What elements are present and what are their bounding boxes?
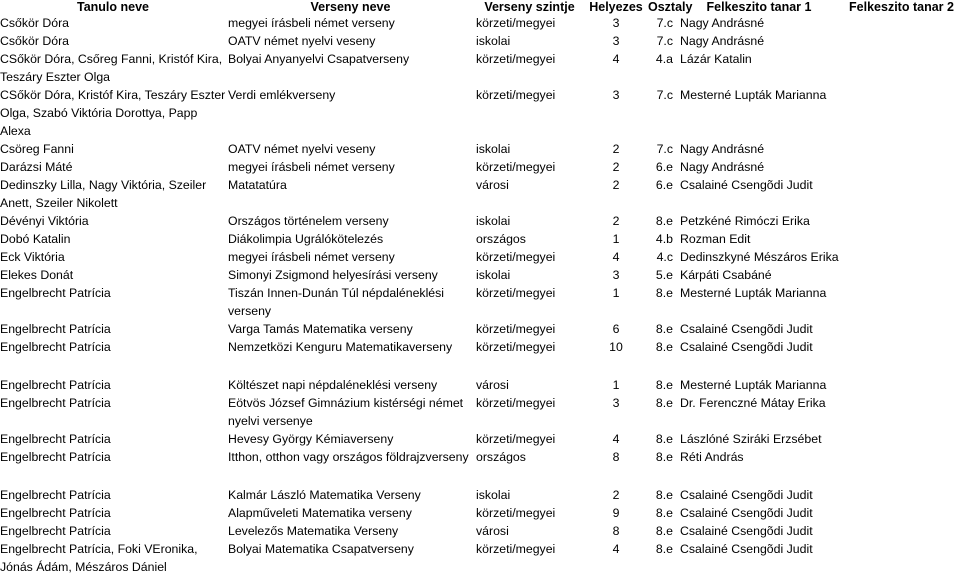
table-row xyxy=(0,486,960,504)
student-name-cell xyxy=(0,302,226,320)
placement-cell xyxy=(584,466,648,486)
teacher-1-cell: Dedinszkyné Mészáros Erika xyxy=(680,250,839,264)
placement-cell xyxy=(584,68,648,86)
table-row xyxy=(0,558,960,576)
class-cell: 4.b xyxy=(655,232,673,246)
competition-name-cell: Tiszán Innen-Dunán Túl népdaléneklési xyxy=(228,286,445,300)
class-cell: 8.e xyxy=(655,286,673,300)
student-name-cell: Engelbrecht Patrícia xyxy=(0,488,111,502)
student-name-cell: Csőkör Dóra xyxy=(0,34,70,48)
placement-cell: 3 xyxy=(612,88,620,102)
student-name-cell: Engelbrecht Patrícia xyxy=(0,286,111,300)
teacher-2-cell xyxy=(843,68,960,86)
competition-name-cell: Költészet napi népdaléneklési verseny xyxy=(228,378,438,392)
teacher-2-cell xyxy=(843,486,960,504)
placement-cell: 2 xyxy=(612,488,620,502)
teacher-1-cell: Csalainé Csengõdi Judit xyxy=(680,488,813,502)
header-competition-name: Verseny neve xyxy=(310,0,391,14)
student-name-cell: CSőkör Dóra, Kristóf Kira, Teszáry Eszter xyxy=(0,88,226,102)
placement-cell: 2 xyxy=(612,214,620,228)
competition-level-cell: iskolai xyxy=(476,34,511,48)
student-name-cell: CSőkör Dóra, Csőreg Fanni, Kristóf Kira, xyxy=(0,52,223,66)
table-row xyxy=(0,194,960,212)
table-row xyxy=(0,302,960,320)
competition-name-cell: Diákolimpia Ugrálókötelezés xyxy=(228,232,384,246)
teacher-2-cell xyxy=(843,248,960,266)
student-name-cell: Engelbrecht Patrícia xyxy=(0,506,111,520)
student-name-cell: Engelbrecht Patrícia xyxy=(0,396,111,410)
teacher-2-cell xyxy=(843,158,960,176)
table-row xyxy=(0,284,960,302)
student-name-cell xyxy=(0,466,226,486)
teacher-2-cell xyxy=(843,32,960,50)
competition-level-cell: körzeti/megyei xyxy=(476,506,556,520)
class-cell: 7.c xyxy=(656,142,673,156)
header-class: Osztaly xyxy=(648,0,693,14)
table-row xyxy=(0,504,960,522)
placement-cell: 3 xyxy=(612,34,620,48)
table-row xyxy=(0,394,960,412)
placement-cell: 4 xyxy=(612,432,620,446)
class-cell xyxy=(648,356,675,376)
teacher-1-cell: Lázár Katalin xyxy=(680,52,752,66)
competition-level-cell: körzeti/megyei xyxy=(476,322,556,336)
teacher-2-cell xyxy=(843,320,960,338)
competition-level-cell: iskolai xyxy=(476,268,511,282)
teacher-1-cell: Mesterné Lupták Marianna xyxy=(680,378,827,392)
table-row xyxy=(0,14,960,32)
competition-level-cell: körzeti/megyei xyxy=(476,160,556,174)
teacher-1-cell xyxy=(675,356,843,376)
teacher-2-cell xyxy=(843,376,960,394)
competition-level-cell: országos xyxy=(476,450,526,464)
teacher-1-cell xyxy=(675,104,843,122)
teacher-1-cell: Csalainé Csengõdi Judit xyxy=(680,322,813,336)
teacher-1-cell: Réti András xyxy=(680,450,744,464)
competition-name-cell: Itthon, otthon vagy országos földrajzverseny xyxy=(228,450,469,464)
class-cell: 8.e xyxy=(655,488,673,502)
class-cell: 7.c xyxy=(656,34,673,48)
teacher-2-cell xyxy=(843,558,960,576)
student-name-cell: Dobó Katalin xyxy=(0,232,71,246)
class-cell xyxy=(648,466,675,486)
table-row xyxy=(0,266,960,284)
teacher-1-cell xyxy=(675,302,843,320)
competition-name-cell: Simonyi Zsigmond helyesírási verseny xyxy=(228,268,438,282)
table-row xyxy=(0,104,960,122)
competition-level-cell: körzeti/megyei xyxy=(476,542,556,556)
placement-cell: 10 xyxy=(609,340,623,354)
table-body xyxy=(0,14,960,576)
competition-name-cell: nyelvi versenye xyxy=(228,414,313,428)
student-name-cell xyxy=(0,356,226,376)
placement-cell xyxy=(584,356,648,376)
placement-cell xyxy=(584,558,648,576)
competition-name-cell: OATV német nyelvi veseny xyxy=(228,142,376,156)
placement-cell: 1 xyxy=(612,232,620,246)
teacher-2-cell xyxy=(843,430,960,448)
class-cell: 6.e xyxy=(655,160,673,174)
table-row xyxy=(0,32,960,50)
teacher-2-cell xyxy=(843,14,960,32)
header-row xyxy=(0,0,960,14)
class-cell: 8.e xyxy=(655,524,673,538)
competition-level-cell: városi xyxy=(476,524,509,538)
competition-name-cell: Alapműveleti Matematika verseny xyxy=(228,506,412,520)
student-name-cell: Engelbrecht Patrícia xyxy=(0,450,111,464)
class-cell: 7.c xyxy=(656,88,673,102)
placement-cell: 9 xyxy=(612,506,620,520)
teacher-1-cell: Lászlóné Sziráki Erzsébet xyxy=(680,432,822,446)
competition-name-cell: megyei írásbeli német verseny xyxy=(228,250,395,264)
competition-name-cell xyxy=(226,356,475,376)
placement-cell: 4 xyxy=(612,542,620,556)
placement-cell: 2 xyxy=(612,160,620,174)
class-cell: 8.e xyxy=(655,340,673,354)
teacher-1-cell: Csalainé Csengõdi Judit xyxy=(680,542,813,556)
class-cell: 8.e xyxy=(655,432,673,446)
student-name-cell: Dévényi Viktória xyxy=(0,214,89,228)
competition-level-cell xyxy=(475,302,584,320)
competition-level-cell: országos xyxy=(476,232,526,246)
competition-name-cell: Varga Tamás Matematika verseny xyxy=(228,322,413,336)
competition-name-cell xyxy=(226,104,475,122)
teacher-1-cell: Csalainé Csengõdi Judit xyxy=(680,506,813,520)
class-cell xyxy=(648,412,675,430)
teacher-1-cell xyxy=(675,194,843,212)
class-cell: 4.c xyxy=(656,250,673,264)
class-cell xyxy=(648,122,675,140)
competition-name-cell: Bolyai Anyanyelvi Csapatverseny xyxy=(228,52,410,66)
placement-cell: 3 xyxy=(612,16,620,30)
student-name-cell: Csőkör Dóra xyxy=(0,16,70,30)
class-cell: 4.a xyxy=(655,52,673,66)
competition-name-cell xyxy=(226,122,475,140)
teacher-1-cell: Csalainé Csengõdi Judit xyxy=(680,178,813,192)
student-name-cell: Alexa xyxy=(0,124,31,138)
competition-level-cell xyxy=(475,558,584,576)
placement-cell: 1 xyxy=(612,378,620,392)
competition-level-cell: iskolai xyxy=(476,214,511,228)
student-name-cell: Darázsi Máté xyxy=(0,160,73,174)
table-row xyxy=(0,466,960,486)
placement-cell: 8 xyxy=(612,450,620,464)
teacher-1-cell: Csalainé Csengõdi Judit xyxy=(680,524,813,538)
competition-name-cell: Hevesy György Kémiaverseny xyxy=(228,432,394,446)
competition-level-cell xyxy=(475,412,584,430)
teacher-2-cell xyxy=(843,212,960,230)
competition-name-cell: Levelezős Matematika Verseny xyxy=(228,524,399,538)
competition-level-cell: körzeti/megyei xyxy=(476,52,556,66)
class-cell: 8.e xyxy=(655,506,673,520)
teacher-1-cell: Mesterné Lupták Marianna xyxy=(680,286,827,300)
header-placement: Helyezes xyxy=(589,0,643,14)
teacher-1-cell: Kárpáti Csabáné xyxy=(680,268,772,282)
teacher-2-cell xyxy=(843,122,960,140)
competition-name-cell xyxy=(226,68,475,86)
placement-cell: 3 xyxy=(612,268,620,282)
table-row xyxy=(0,540,960,558)
teacher-1-cell xyxy=(675,412,843,430)
teacher-1-cell: Nagy Andrásné xyxy=(680,142,765,156)
teacher-1-cell: Petzkéné Rimóczi Erika xyxy=(680,214,810,228)
table-row xyxy=(0,230,960,248)
teacher-2-cell xyxy=(843,176,960,194)
header-teacher-1: Felkeszito tanar 1 xyxy=(706,0,812,14)
class-cell xyxy=(648,194,675,212)
teacher-1-cell: Nagy Andrásné xyxy=(680,34,765,48)
teacher-2-cell xyxy=(843,194,960,212)
competition-level-cell: városi xyxy=(476,378,509,392)
student-name-cell xyxy=(0,412,226,430)
table-row xyxy=(0,430,960,448)
competition-name-cell: Matatatúra xyxy=(228,178,287,192)
teacher-1-cell: Csalainé Csengõdi Judit xyxy=(680,340,813,354)
competition-level-cell: körzeti/megyei xyxy=(476,340,556,354)
teacher-1-cell xyxy=(675,466,843,486)
competition-level-cell xyxy=(475,356,584,376)
competition-name-cell: Eötvös József Gimnázium kistérségi német xyxy=(228,396,464,410)
table-row xyxy=(0,412,960,430)
teacher-2-cell xyxy=(843,266,960,284)
header-student-name: Tanulo neve xyxy=(76,0,149,14)
placement-cell xyxy=(584,302,648,320)
student-name-cell: Elekes Donát xyxy=(0,268,74,282)
table-row xyxy=(0,376,960,394)
table-row xyxy=(0,50,960,68)
competition-name-cell: Bolyai Matematika Csapatverseny xyxy=(228,542,414,556)
table-row xyxy=(0,338,960,356)
placement-cell: 2 xyxy=(612,178,620,192)
competition-level-cell: körzeti/megyei xyxy=(476,16,556,30)
teacher-2-cell xyxy=(843,412,960,430)
student-name-cell: Csöreg Fanni xyxy=(0,142,74,156)
teacher-2-cell xyxy=(843,230,960,248)
teacher-2-cell xyxy=(843,540,960,558)
placement-cell: 8 xyxy=(612,524,620,538)
competition-name-cell: Verdi emlékverseny xyxy=(228,88,336,102)
student-name-cell: Engelbrecht Patrícia xyxy=(0,322,111,336)
placement-cell: 6 xyxy=(612,322,620,336)
student-name-cell: Dedinszky Lilla, Nagy Viktória, Szeiler xyxy=(0,178,207,192)
competition-level-cell: városi xyxy=(476,178,509,192)
class-cell: 8.e xyxy=(655,214,673,228)
competition-level-cell: körzeti/megyei xyxy=(476,286,556,300)
table-row xyxy=(0,176,960,194)
teacher-2-cell xyxy=(843,466,960,486)
table-row xyxy=(0,158,960,176)
student-name-cell: Engelbrecht Patrícia xyxy=(0,432,111,446)
class-cell: 6.e xyxy=(655,178,673,192)
table-row xyxy=(0,122,960,140)
class-cell xyxy=(648,68,675,86)
class-cell: 7.c xyxy=(656,16,673,30)
competition-name-cell: Kalmár László Matematika Verseny xyxy=(228,488,421,502)
placement-cell: 4 xyxy=(612,250,620,264)
competition-level-cell: iskolai xyxy=(476,488,511,502)
competition-name-cell: OATV német nyelvi veseny xyxy=(228,34,376,48)
placement-cell xyxy=(584,194,648,212)
table-row xyxy=(0,522,960,540)
header-teacher-2: Felkeszito tanar 2 xyxy=(849,0,954,14)
placement-cell xyxy=(584,104,648,122)
competition-level-cell xyxy=(475,466,584,486)
student-name-cell: Olga, Szabó Viktória Dorottya, Papp xyxy=(0,106,198,120)
student-name-cell: Engelbrecht Patrícia xyxy=(0,378,111,392)
teacher-2-cell xyxy=(843,140,960,158)
placement-cell: 4 xyxy=(612,52,620,66)
teacher-1-cell xyxy=(675,558,843,576)
class-cell: 5.e xyxy=(655,268,673,282)
teacher-2-cell xyxy=(843,104,960,122)
competition-name-cell xyxy=(226,194,475,212)
student-name-cell: Engelbrecht Patrícia, Foki VEronika, xyxy=(0,542,198,556)
competition-level-cell xyxy=(475,122,584,140)
header-competition-level: Verseny szintje xyxy=(484,0,575,14)
teacher-1-cell: Mesterné Lupták Marianna xyxy=(680,88,827,102)
class-cell: 8.e xyxy=(655,378,673,392)
teacher-2-cell xyxy=(843,394,960,412)
teacher-1-cell xyxy=(675,122,843,140)
class-cell xyxy=(648,558,675,576)
competition-name-cell: megyei írásbeli német verseny xyxy=(228,16,395,30)
teacher-2-cell xyxy=(843,86,960,104)
competition-level-cell xyxy=(475,68,584,86)
competition-name-cell: Nemzetközi Kenguru Matematikaverseny xyxy=(228,340,453,354)
class-cell xyxy=(648,302,675,320)
student-name-cell: Jónás Ádám, Mészáros Dániel xyxy=(0,560,167,574)
student-name-cell: Eck Viktória xyxy=(0,250,65,264)
table-row xyxy=(0,86,960,104)
competition-level-cell: iskolai xyxy=(476,142,511,156)
teacher-2-cell xyxy=(843,504,960,522)
competition-level-cell: körzeti/megyei xyxy=(476,250,556,264)
student-name-cell: Anett, Szeiler Nikolett xyxy=(0,196,118,210)
competition-level-cell: körzeti/megyei xyxy=(476,432,556,446)
competition-level-cell xyxy=(475,104,584,122)
placement-cell xyxy=(584,412,648,430)
teacher-2-cell xyxy=(843,448,960,466)
table-row xyxy=(0,320,960,338)
teacher-2-cell xyxy=(843,50,960,68)
class-cell xyxy=(648,104,675,122)
teacher-2-cell xyxy=(843,338,960,356)
table-row xyxy=(0,212,960,230)
competition-name-cell xyxy=(226,558,475,576)
placement-cell xyxy=(584,122,648,140)
teacher-1-cell: Dr. Ferenczné Mátay Erika xyxy=(680,396,826,410)
competition-level-cell: körzeti/megyei xyxy=(476,396,556,410)
teacher-1-cell: Nagy Andrásné xyxy=(680,160,765,174)
competition-name-cell xyxy=(226,466,475,486)
teacher-1-cell: Nagy Andrásné xyxy=(680,16,765,30)
class-cell: 8.e xyxy=(655,322,673,336)
class-cell: 8.e xyxy=(655,542,673,556)
table-row xyxy=(0,68,960,86)
student-name-cell: Engelbrecht Patrícia xyxy=(0,340,111,354)
class-cell: 8.e xyxy=(655,450,673,464)
placement-cell: 2 xyxy=(612,142,620,156)
table-row xyxy=(0,448,960,466)
table-row xyxy=(0,140,960,158)
placement-cell: 3 xyxy=(612,396,620,410)
teacher-1-cell xyxy=(675,68,843,86)
teacher-2-cell xyxy=(843,284,960,302)
class-cell: 8.e xyxy=(655,396,673,410)
competition-name-cell: megyei írásbeli német verseny xyxy=(228,160,395,174)
placement-cell: 1 xyxy=(612,286,620,300)
teacher-1-cell: Rozman Edit xyxy=(680,232,751,246)
competition-level-cell xyxy=(475,194,584,212)
competition-name-cell: verseny xyxy=(228,304,272,318)
competition-name-cell: Országos történelem verseny xyxy=(228,214,389,228)
table-row xyxy=(0,356,960,376)
student-name-cell: Teszáry Eszter Olga xyxy=(0,70,111,84)
student-name-cell: Engelbrecht Patrícia xyxy=(0,524,111,538)
teacher-2-cell xyxy=(843,522,960,540)
teacher-2-cell xyxy=(843,356,960,376)
competition-level-cell: körzeti/megyei xyxy=(476,88,556,102)
teacher-2-cell xyxy=(843,302,960,320)
table-row xyxy=(0,248,960,266)
